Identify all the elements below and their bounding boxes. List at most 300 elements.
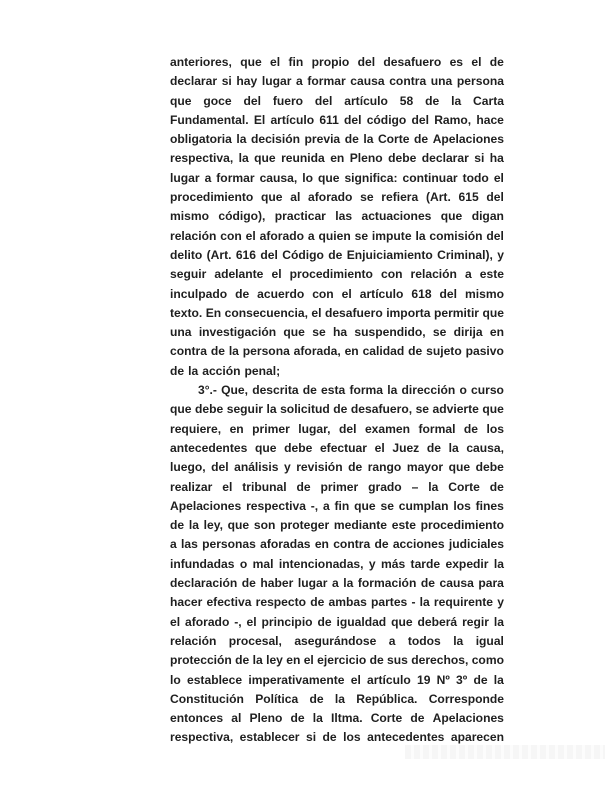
word: una xyxy=(170,325,192,340)
word: primer xyxy=(320,479,359,494)
bleed-through-mark xyxy=(58,10,108,18)
word: aforado xyxy=(184,614,230,629)
word: Enjuiciamiento xyxy=(346,247,433,262)
word: de xyxy=(235,653,250,668)
word: el xyxy=(303,653,314,668)
word: lugar xyxy=(170,170,200,185)
word: la xyxy=(188,363,199,378)
word: ha xyxy=(332,325,348,340)
word: (Art. xyxy=(425,190,451,205)
word: que xyxy=(482,402,504,417)
word: entonces xyxy=(170,711,224,726)
word: fin xyxy=(288,55,304,69)
word: del xyxy=(344,112,362,127)
word: procedimiento xyxy=(420,518,504,533)
word: Código xyxy=(282,247,324,262)
text-line xyxy=(170,381,504,400)
word: se xyxy=(432,325,447,340)
word: código xyxy=(366,112,407,127)
word: lo xyxy=(170,672,181,687)
word: de xyxy=(317,614,332,629)
word: realizar xyxy=(170,479,213,494)
word: texto. xyxy=(170,305,203,320)
word: antecedentes xyxy=(170,440,248,455)
word: a xyxy=(388,633,396,648)
word: – xyxy=(411,479,419,494)
word: advierte xyxy=(432,402,479,417)
word: desafuero, xyxy=(350,402,413,417)
word: aforado xyxy=(308,190,353,205)
word: Pleno xyxy=(349,151,383,166)
text-line xyxy=(170,285,504,304)
word: la xyxy=(343,576,354,591)
word: requirente xyxy=(433,595,494,610)
word: que xyxy=(240,55,262,69)
word: que xyxy=(227,518,250,533)
word: desafuero xyxy=(324,305,383,320)
word: expedir xyxy=(445,556,489,571)
word: a xyxy=(170,537,177,552)
word: ley xyxy=(266,653,283,668)
word: de xyxy=(473,672,488,687)
word: de xyxy=(310,595,325,610)
word: el xyxy=(170,614,181,629)
word: descrita xyxy=(252,383,299,398)
text-line xyxy=(170,53,504,72)
word: 611 xyxy=(319,112,339,127)
word: forma xyxy=(349,383,384,398)
text-line xyxy=(170,632,504,651)
word: el xyxy=(341,286,352,301)
word: ley, xyxy=(203,518,223,533)
bleed-through-stamp xyxy=(405,745,605,759)
word: judiciales xyxy=(448,537,504,552)
word: ha xyxy=(489,151,504,166)
word: la xyxy=(419,595,430,610)
word: de xyxy=(309,691,324,706)
word: imperativamente xyxy=(248,672,345,687)
word: y xyxy=(497,595,504,610)
word: de xyxy=(369,653,384,668)
word: cumplan xyxy=(398,498,449,513)
word: la xyxy=(415,228,426,243)
word: los xyxy=(453,498,471,513)
text-line xyxy=(170,574,504,593)
word: de xyxy=(170,363,185,378)
word: que xyxy=(440,209,463,224)
word: protección xyxy=(170,653,232,668)
word: se xyxy=(380,498,394,513)
text-line xyxy=(170,149,504,168)
word: obligatoria xyxy=(170,132,232,147)
word: proteger xyxy=(280,518,330,533)
word: - xyxy=(411,595,416,610)
word: que xyxy=(170,93,192,108)
word: que xyxy=(254,151,276,166)
word: aparecen xyxy=(450,730,504,745)
word: la xyxy=(228,344,239,359)
word: hay xyxy=(236,74,258,89)
word: Corte xyxy=(448,479,480,494)
word: establecer xyxy=(239,730,300,745)
word: actuaciones xyxy=(361,209,432,224)
text-line xyxy=(170,111,504,130)
word: con xyxy=(220,228,242,243)
word: la xyxy=(312,711,323,726)
word: reunida xyxy=(281,151,325,166)
word: acuerdo xyxy=(257,286,305,301)
word: ejercicio xyxy=(317,653,367,668)
word: propio xyxy=(311,55,350,69)
word: 3°.- xyxy=(198,383,217,398)
word: permitir xyxy=(433,305,480,320)
word: Corte xyxy=(377,132,410,147)
word: Corresponde xyxy=(428,691,504,706)
text-line xyxy=(170,323,504,342)
word: hace xyxy=(476,112,504,127)
word: Apelaciones xyxy=(432,711,504,726)
word: de xyxy=(302,383,317,398)
word: debe xyxy=(475,460,504,475)
word: aforadas xyxy=(260,537,311,552)
word: Nº xyxy=(436,672,450,687)
word: sujeto xyxy=(426,344,462,359)
word: de xyxy=(408,344,423,359)
text-line xyxy=(170,690,504,709)
word: los xyxy=(343,730,361,745)
word: deberá xyxy=(417,614,458,629)
word: que xyxy=(317,170,340,185)
word: este xyxy=(391,518,416,533)
word: artículo xyxy=(367,672,411,687)
text-line xyxy=(170,246,504,265)
word: asegurándose xyxy=(294,633,377,648)
text-line xyxy=(170,593,504,612)
word: practicar xyxy=(274,209,326,224)
word: lugar, xyxy=(298,421,331,436)
word: de xyxy=(235,286,250,301)
word: mediante xyxy=(333,518,387,533)
word: que xyxy=(482,305,504,320)
word: Carta xyxy=(473,93,504,108)
word: desafuero xyxy=(383,55,442,69)
word: significa: xyxy=(344,170,398,185)
word: si xyxy=(305,730,317,745)
word: del xyxy=(314,93,333,108)
word: República. xyxy=(356,691,418,706)
word: el xyxy=(471,55,482,69)
word: tribunal xyxy=(242,479,287,494)
word: adelante xyxy=(214,267,264,282)
word: -, xyxy=(310,498,319,513)
word: el xyxy=(246,614,257,629)
word: grado xyxy=(368,479,402,494)
word: dirija xyxy=(453,325,483,340)
word: Corte xyxy=(370,711,403,726)
word: con xyxy=(380,267,403,282)
text-line xyxy=(170,497,504,516)
text-line xyxy=(170,362,504,381)
word: las xyxy=(181,537,198,552)
text-line xyxy=(170,478,504,497)
word: mismo xyxy=(465,286,504,301)
word: y xyxy=(497,247,504,262)
word: digan xyxy=(471,209,504,224)
word: de xyxy=(463,421,479,436)
word: la xyxy=(238,151,249,166)
word: el xyxy=(311,305,322,320)
word: rango xyxy=(367,460,402,475)
word: el xyxy=(350,672,361,687)
word: acciones xyxy=(392,537,445,552)
word: artículo xyxy=(359,286,404,301)
word: inculpado xyxy=(170,286,228,301)
word: la xyxy=(236,132,247,147)
word: artículo xyxy=(270,112,315,127)
word: en xyxy=(489,325,504,340)
word: a xyxy=(296,74,303,89)
word: en xyxy=(344,344,359,359)
word: de xyxy=(170,518,185,533)
word: el xyxy=(493,170,504,185)
word: revisión xyxy=(296,460,343,475)
word: suspendido, xyxy=(354,325,426,340)
word: 3º xyxy=(456,672,468,687)
word: es xyxy=(449,55,464,69)
word: formación xyxy=(357,576,417,591)
word: 58 xyxy=(399,93,414,108)
word: de xyxy=(241,576,256,591)
word: lugar xyxy=(261,74,292,89)
word: comisión xyxy=(429,228,483,243)
word: contra xyxy=(389,74,427,89)
word: 616 xyxy=(235,247,257,262)
text-line xyxy=(170,72,504,91)
text-line xyxy=(170,458,504,477)
word: Criminal), xyxy=(437,247,493,262)
word: se xyxy=(312,325,326,340)
word: en xyxy=(330,151,345,166)
word: seguir xyxy=(170,267,207,282)
word: goce xyxy=(203,93,232,108)
word: del xyxy=(339,421,357,436)
word: contra xyxy=(333,537,371,552)
word: de xyxy=(489,479,504,494)
word: de xyxy=(328,247,343,262)
word: a xyxy=(307,228,315,243)
word: formar xyxy=(216,170,255,185)
text-line xyxy=(170,613,504,632)
word: análisis xyxy=(234,460,279,475)
word: del xyxy=(243,93,261,108)
text-line xyxy=(170,400,504,419)
word: continuar xyxy=(402,170,458,185)
word: la xyxy=(428,479,439,494)
word: a xyxy=(204,170,212,185)
word: la xyxy=(363,132,374,147)
word: del xyxy=(260,247,278,262)
word: con xyxy=(312,286,334,301)
word: curso xyxy=(471,383,504,398)
word: regir xyxy=(462,614,489,629)
word: previa xyxy=(304,132,341,147)
text-line xyxy=(170,651,504,670)
text-line xyxy=(170,169,504,188)
word: Política xyxy=(255,691,299,706)
word: debe xyxy=(388,151,417,166)
word: Iltma. xyxy=(330,711,363,726)
text-line xyxy=(170,709,504,728)
word: seguir xyxy=(226,402,264,417)
word: de xyxy=(374,537,389,552)
word: Juez xyxy=(392,440,420,455)
text-line xyxy=(170,555,504,574)
word: Pleno xyxy=(249,711,283,726)
word: investigación xyxy=(198,325,277,340)
text-line xyxy=(170,342,504,361)
word: Apelaciones xyxy=(432,132,504,147)
text-line xyxy=(170,439,504,458)
word: que xyxy=(283,325,305,340)
word: del xyxy=(357,55,376,69)
word: la xyxy=(252,653,263,668)
text-line xyxy=(170,227,504,246)
text-line xyxy=(170,671,504,690)
word: delito xyxy=(170,247,203,262)
word: igualdad xyxy=(336,614,387,629)
word: penal; xyxy=(244,363,281,378)
word: la xyxy=(448,440,459,455)
word: de xyxy=(426,440,441,455)
word: de xyxy=(296,479,311,494)
word: que xyxy=(254,440,277,455)
word: Apelaciones xyxy=(170,498,242,513)
word: aforado xyxy=(259,228,304,243)
word: este xyxy=(479,267,504,282)
word: 618 xyxy=(411,286,432,301)
word: a xyxy=(331,576,339,591)
word: Ramo, xyxy=(434,112,472,127)
word: al xyxy=(290,190,301,205)
word: debe xyxy=(195,402,224,417)
word: hacer xyxy=(170,595,203,610)
word: efectuar xyxy=(319,440,367,455)
word: primer xyxy=(252,421,290,436)
word: dirección xyxy=(401,383,456,398)
word: requiere, xyxy=(170,421,222,436)
word: la xyxy=(451,93,462,108)
word: causa xyxy=(439,576,474,591)
word: la xyxy=(493,672,504,687)
word: respectiva, xyxy=(170,730,234,745)
word: aforada, xyxy=(293,344,341,359)
word: tarde xyxy=(410,556,441,571)
word: pasivo xyxy=(465,344,504,359)
word: respecto xyxy=(255,595,307,610)
word: lo xyxy=(302,170,313,185)
word: a xyxy=(322,498,330,513)
word: la xyxy=(334,691,345,706)
word: igual xyxy=(475,633,504,648)
word: de xyxy=(348,460,363,475)
word: el xyxy=(271,267,282,282)
text-line xyxy=(170,130,504,149)
word: partes xyxy=(370,595,408,610)
word: o xyxy=(459,383,467,398)
word: para xyxy=(478,576,504,591)
word: de xyxy=(410,711,425,726)
word: refiera xyxy=(381,190,419,205)
word: derechos, xyxy=(411,653,469,668)
body-text xyxy=(170,53,504,748)
word: efectiva xyxy=(206,595,252,610)
word: En xyxy=(205,305,222,320)
word: de xyxy=(290,711,305,726)
text-line xyxy=(170,304,504,323)
word: código), xyxy=(218,209,266,224)
word: infundadas xyxy=(170,556,235,571)
word: a xyxy=(464,267,472,282)
word: al xyxy=(231,711,242,726)
word: principio xyxy=(261,614,313,629)
word: Constitución xyxy=(170,691,244,706)
word: el xyxy=(374,440,385,455)
word: declaración xyxy=(170,576,238,591)
word: se xyxy=(360,190,374,205)
word: de xyxy=(333,402,348,417)
word: -, xyxy=(234,614,242,629)
word: en xyxy=(314,537,329,552)
word: 615 xyxy=(458,190,479,205)
word: mayor xyxy=(406,460,444,475)
word: que xyxy=(391,614,413,629)
word: la xyxy=(387,383,398,398)
word: fin xyxy=(334,498,350,513)
word: la xyxy=(493,556,504,571)
text-line xyxy=(170,516,504,535)
word: de xyxy=(420,576,435,591)
word: del xyxy=(411,112,429,127)
word: la xyxy=(266,402,277,417)
word: la xyxy=(188,518,199,533)
word: el xyxy=(245,228,256,243)
word: se xyxy=(354,228,369,243)
word: la xyxy=(453,633,464,648)
word: mal xyxy=(252,556,274,571)
word: del xyxy=(439,286,458,301)
word: sus xyxy=(387,653,408,668)
word: impute xyxy=(371,228,412,243)
word: de xyxy=(344,132,359,147)
word: fuero xyxy=(272,93,304,108)
word: (Art. xyxy=(206,247,232,262)
word: de xyxy=(322,730,337,745)
text-line xyxy=(170,420,504,439)
text-line xyxy=(170,535,504,554)
word: causa, xyxy=(466,440,504,455)
word: anteriores, xyxy=(170,55,232,69)
word: artículo xyxy=(344,93,388,108)
word: se xyxy=(415,402,430,417)
word: esta xyxy=(321,383,346,398)
word: personas xyxy=(202,537,256,552)
word: Que, xyxy=(221,383,249,398)
word: procedimiento xyxy=(289,267,373,282)
word: El xyxy=(253,112,266,127)
word: solicitud xyxy=(280,402,330,417)
word: formal xyxy=(418,421,456,436)
word: son xyxy=(253,518,276,533)
